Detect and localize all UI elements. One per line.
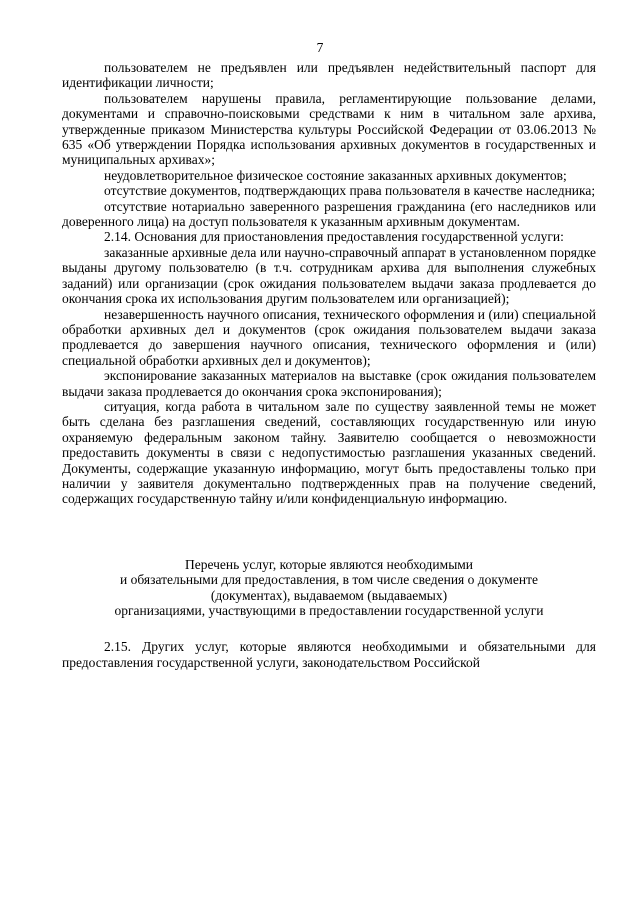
paragraph-rules-violation: пользователем нарушены правила, регламентирующие пользование делами, документами и справочно-поисковыми средствами к ним в читальном зале архива, утвержденные приказом Министерства культуры Российской Федерации от 03.06.2013 № 635 «Об утверждении Порядка использования архивных документов в государственных и муниципальных архивах»; [62,90,596,168]
paragraph-physical-state: неудовлетворительное физическое состояние заказанных архивных документов; [104,167,567,183]
paragraph-passport: пользователем не предъявлен или предъявлен недействительный паспорт для идентификации личности; [62,60,596,91]
document-body [62,60,596,670]
page-number: 7 [316,40,324,55]
paragraph-section-2-14: 2.14. Основания для приостановления предоставления государственной услуги: [104,229,564,245]
spacer [62,507,596,557]
paragraph-exhibition: экспонирование заказанных материалов на выставке (срок ожидания пользователем выдачи заказа продлевается до окончания срока экспонирования); [62,368,596,399]
section-heading-line-3: (документах), выдаваемом (выдаваемых) [210,587,448,603]
paragraph-incomplete-description: незавершенность научного описания, технического оформления и (или) специальной обработки архивных дел и документов (срок ожидания пользователем выдачи заказа продлевается до завершения научного описания, технического оформления и (или) специальной обработки архивных дел и документов); [62,306,596,368]
spacer [62,618,596,639]
section-heading-line-2: и обязательными для предоставления, в том числе сведения о документе [120,572,538,588]
paragraph-heir-documents: отсутствие документов, подтверждающих права пользователя в качестве наследника; [104,183,596,199]
section-heading-line-4: организациями, участвующими в предоставлении государственной услуги [114,603,544,618]
section-heading-line-1: Перечень услуг, которые являются необходимыми [184,556,474,572]
paragraph-section-2-15: 2.15. Других услуг, которые являются необходимыми и обязательными для предоставления государственной услуги, законодательством Российской [62,639,596,670]
paragraph-state-secret: ситуация, когда работа в читальном зале по существу заявленной темы не может быть сделана без разглашения сведений, составляющих государственную или иную охраняемую федеральным законом тайну. Заявителю сообщается о невозможности предоставить документы в связи с недопустимостью разглашения указанных сведений. Документы, содержащие указанную информацию, могут быть предоставлены только при наличии у заявителя документально подтвержденных прав на получение сведений, содержащих государственную тайну и/или конфиденциальную информацию. [62,398,596,507]
paragraph-issued-to-other-user: заказанные архивные дела или научно-справочный аппарат в установленном порядке выданы другому пользователю (в т.ч. сотрудникам архива для выполнения служебных заданий) или организации (срок ожидания пользователем выдачи заказа продлевается до окончания срока их использования другим пользователем или организацией); [62,244,596,307]
section-heading [62,557,596,619]
paragraph-notarial-permission: отсутствие нотариально заверенного разрешения гражданина (его наследников или доверенного лица) на доступ пользователя к указанным архивным документам. [62,198,596,230]
